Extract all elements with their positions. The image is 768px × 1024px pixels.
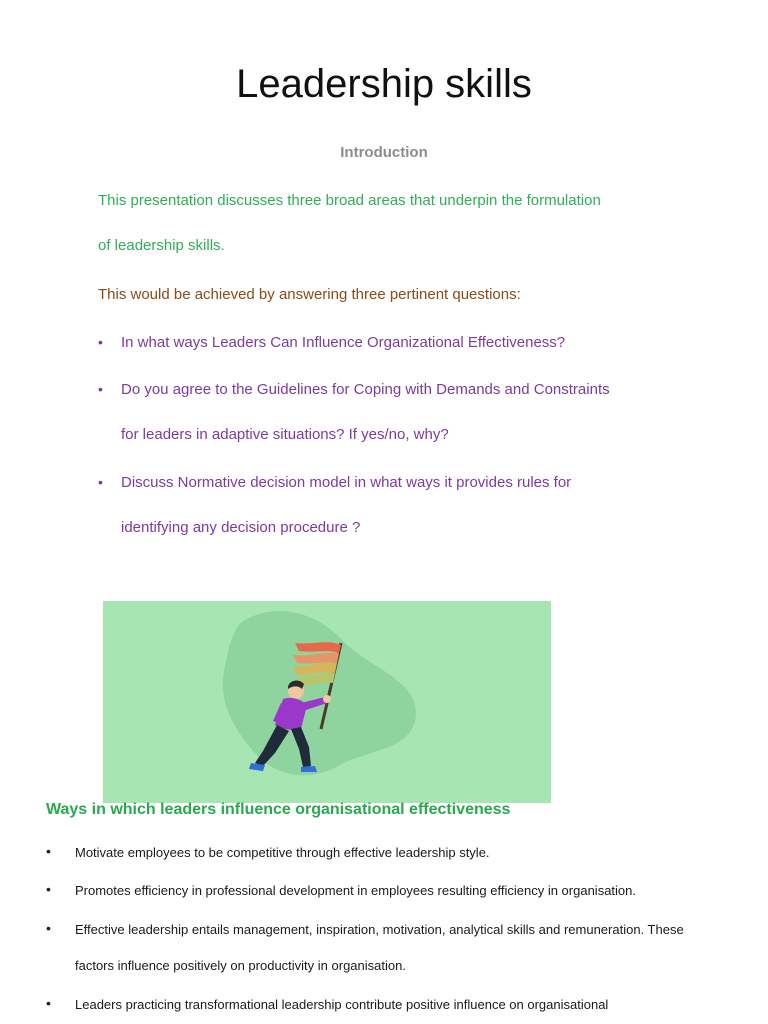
question-3-line-1: Discuss Normative decision model in what ways it provides rules for xyxy=(121,474,572,491)
bullet-icon: • xyxy=(98,474,103,490)
leader-with-flag-illustration xyxy=(103,601,551,803)
section-subtitle: Introduction xyxy=(340,144,428,161)
section-heading: Ways in which leaders influence organisational effectiveness xyxy=(46,801,511,818)
ways-item-3-line-1: Effective leadership entails management, inspiration, motivation, analytical skills and remuneration. These xyxy=(75,922,684,937)
intro-line-1: This presentation discusses three broad areas that underpin the formulation xyxy=(98,192,601,209)
bullet-icon: • xyxy=(46,920,51,936)
question-3-line-2: identifying any decision procedure ? xyxy=(121,519,361,536)
bullet-icon: • xyxy=(46,995,51,1011)
leader-flag-icon xyxy=(103,601,551,803)
bullet-icon: • xyxy=(46,881,51,897)
question-2-line-1: Do you agree to the Guidelines for Coping with Demands and Constraints xyxy=(121,381,610,398)
bullet-icon: • xyxy=(98,334,103,350)
question-2-line-2: for leaders in adaptive situations? If yes/no, why? xyxy=(121,426,449,443)
question-1-line-1: In what ways Leaders Can Influence Organizational Effectiveness? xyxy=(121,334,566,351)
questions-lead: This would be achieved by answering three pertinent questions: xyxy=(98,286,521,303)
ways-item-1: Motivate employees to be competitive through effective leadership style. xyxy=(75,845,490,860)
ways-item-4: Leaders practicing transformational leadership contribute positive influence on organisational xyxy=(75,997,609,1012)
intro-line-2: of leadership skills. xyxy=(98,237,225,254)
ways-item-2: Promotes efficiency in professional development in employees resulting efficiency in organisation. xyxy=(75,883,636,898)
bullet-icon: • xyxy=(46,843,51,859)
bullet-icon: • xyxy=(98,381,103,397)
ways-item-3-line-2: factors influence positively on productivity in organisation. xyxy=(75,958,406,973)
page-title: Leadership skills xyxy=(236,62,532,106)
